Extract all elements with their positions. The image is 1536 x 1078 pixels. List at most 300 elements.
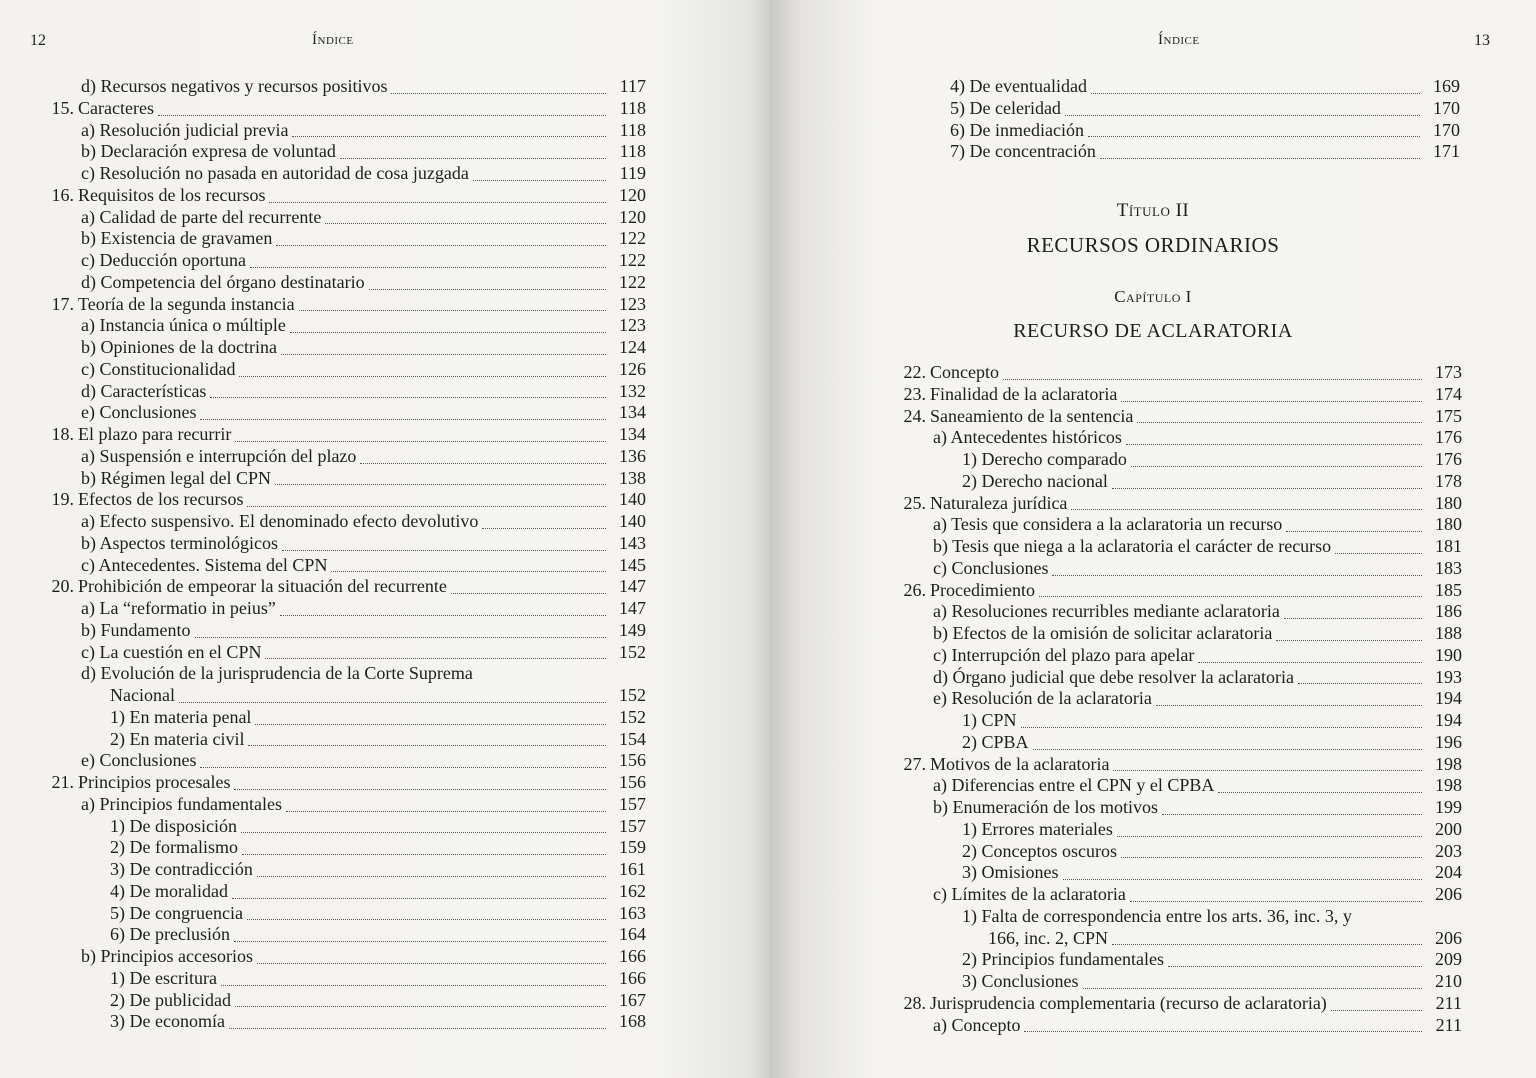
toc-list — [38, 76, 646, 1033]
dot-leader — [1039, 596, 1422, 597]
page-number: 12 — [30, 32, 46, 49]
toc-entry-page: 164 — [619, 924, 646, 945]
toc-entry-title: 166, inc. 2, CPN — [988, 927, 1109, 948]
dot-leader — [200, 767, 606, 768]
toc-entry — [890, 406, 1462, 428]
toc-entry-page: 170 — [1433, 119, 1460, 140]
toc-entry-title: a) Resoluciones recurribles mediante aclaratoria — [933, 601, 1280, 622]
toc-entry-title: d) Características — [81, 380, 207, 401]
dot-leader — [1021, 727, 1422, 728]
toc-entry — [950, 120, 1460, 142]
toc-entry — [38, 98, 646, 120]
toc-entry-page: 120 — [619, 206, 646, 227]
dot-leader — [234, 789, 606, 790]
toc-entry-title: Efectos de los recursos — [78, 489, 244, 510]
toc-entry-title: Saneamiento de la sentencia — [930, 405, 1134, 426]
toc-entry-page: 188 — [1435, 623, 1462, 643]
toc-entry-title: b) Existencia de gravamen — [81, 228, 273, 249]
toc-entry-page: 152 — [619, 685, 646, 705]
dot-leader — [242, 854, 606, 855]
toc-entry-title: d) Recursos negativos y recursos positivos — [81, 76, 388, 96]
toc-entry-title: c) Conclusiones — [933, 557, 1049, 578]
toc-entry-page: 203 — [1435, 840, 1462, 861]
toc-entry-page: 149 — [619, 619, 646, 640]
dot-leader — [247, 506, 606, 507]
toc-entry-title: e) Resolución de la aclaratoria — [933, 688, 1152, 709]
dot-leader — [248, 745, 606, 746]
toc-entry-title: c) Interrupción del plazo para apelar — [933, 644, 1195, 665]
toc-entry — [950, 98, 1460, 120]
toc-entry-number: 24. — [903, 405, 926, 426]
toc-entry — [38, 1011, 646, 1033]
dot-leader — [1130, 901, 1422, 902]
toc-entry-title: Procedimiento — [930, 579, 1035, 600]
toc-entry — [890, 841, 1462, 863]
toc-entry — [38, 794, 646, 816]
toc-entry-number: 19. — [51, 489, 74, 510]
toc-entry-number: 16. — [51, 184, 74, 205]
title-name: RECURSOS ORDINARIOS — [1026, 233, 1280, 257]
dot-leader — [210, 397, 606, 398]
toc-entry — [890, 645, 1462, 667]
toc-entry-page: 200 — [1435, 818, 1462, 839]
toc-entry-title: c) Límites de la aclaratoria — [933, 884, 1126, 904]
dot-leader — [1112, 488, 1422, 489]
dot-leader — [451, 593, 606, 594]
toc-entry — [38, 185, 646, 207]
toc-entry — [890, 906, 1462, 928]
toc-entry-title: 2) Principios fundamentales — [962, 949, 1164, 970]
toc-entry — [38, 489, 646, 511]
toc-entry — [890, 971, 1462, 993]
toc-entry — [890, 754, 1462, 776]
toc-entry — [38, 620, 646, 642]
toc-entry-page: 180 — [1435, 514, 1462, 535]
toc-entry-page: 196 — [1435, 731, 1462, 752]
toc-entry-title: c) Antecedentes. Sistema del CPN — [81, 554, 328, 575]
toc-entry-page: 167 — [619, 989, 646, 1010]
dot-leader — [1071, 509, 1422, 510]
toc-entry — [38, 359, 646, 381]
dot-leader — [232, 898, 606, 899]
dot-leader — [1121, 857, 1422, 858]
toc-entry-page: 159 — [619, 837, 646, 858]
toc-entry-title: 1) Derecho comparado — [962, 449, 1127, 469]
dot-leader — [229, 1028, 606, 1029]
toc-entry-page: 136 — [619, 445, 646, 466]
toc-entry-page: 119 — [619, 163, 646, 183]
toc-entry — [38, 729, 646, 751]
toc-entry-number: 18. — [51, 424, 74, 444]
toc-entry-title: d) Órgano judicial que debe resolver la aclaratoria — [933, 666, 1295, 687]
toc-entry-title: 7) De concentración — [950, 141, 1096, 162]
toc-entry-page: 124 — [619, 337, 646, 357]
dot-leader — [235, 1006, 606, 1007]
dot-leader — [1218, 792, 1422, 793]
toc-entry-page: 210 — [1435, 971, 1462, 991]
toc-entry — [890, 688, 1462, 710]
toc-entry-page: 166 — [619, 967, 646, 988]
toc-entry — [890, 514, 1462, 536]
toc-entry — [890, 384, 1462, 406]
toc-entry — [38, 76, 646, 98]
toc-entry-page: 126 — [619, 358, 646, 379]
toc-entry-number: 26. — [903, 579, 926, 600]
toc-entry-page: 120 — [619, 184, 646, 205]
toc-entry-number: 21. — [51, 772, 74, 792]
toc-entry-title: 6) De inmediación — [950, 119, 1084, 140]
toc-entry-title: Caracteres — [78, 97, 154, 118]
toc-entry-page: 132 — [619, 380, 646, 401]
toc-entry — [890, 732, 1462, 754]
toc-entry — [38, 555, 646, 577]
toc-entry-page: 123 — [619, 293, 646, 314]
toc-entry — [38, 207, 646, 229]
toc-entry — [890, 1015, 1462, 1037]
toc-entry-page: 156 — [619, 750, 646, 771]
toc-entry-page: 199 — [1435, 797, 1462, 817]
toc-entry — [38, 381, 646, 403]
toc-entry-page: 183 — [1435, 557, 1462, 578]
toc-entry — [38, 228, 646, 250]
toc-entry-title: a) Principios fundamentales — [81, 793, 282, 814]
dot-leader — [1276, 640, 1422, 641]
toc-entry-page: 138 — [619, 467, 646, 488]
dot-leader — [360, 463, 606, 464]
dot-leader — [200, 419, 606, 420]
toc-entry-page: 176 — [1435, 427, 1462, 448]
toc-entry-title: e) Conclusiones — [81, 402, 197, 423]
toc-entry-title: Concepto — [930, 362, 999, 382]
toc-entry-page: 211 — [1435, 1014, 1462, 1035]
toc-entry-title: 4) De moralidad — [110, 880, 228, 901]
toc-entry-title: 2) Derecho nacional — [962, 470, 1108, 491]
toc-entry — [38, 315, 646, 337]
toc-entry — [38, 511, 646, 533]
toc-entry-title: a) Resolución judicial previa — [81, 119, 289, 140]
toc-entry — [38, 402, 646, 424]
toc-entry — [38, 707, 646, 729]
toc-entry-title: 1) De disposición — [110, 815, 237, 836]
toc-entry-number: 25. — [903, 492, 926, 513]
toc-entry-page: 147 — [619, 598, 646, 618]
toc-entry-page: 168 — [619, 1011, 646, 1032]
dot-leader — [158, 115, 606, 116]
toc-entry-page: 152 — [619, 641, 646, 662]
toc-entry-page: 140 — [619, 511, 646, 531]
dot-leader — [292, 136, 606, 137]
toc-entry-title: b) Aspectos terminológicos — [81, 532, 278, 553]
toc-entry — [38, 685, 646, 707]
dot-leader — [179, 702, 606, 703]
dot-leader — [1131, 466, 1422, 467]
dot-leader — [290, 332, 606, 333]
dot-leader — [221, 985, 606, 986]
toc-entry-title: Prohibición de empeorar la situación del recurrente — [78, 576, 447, 597]
dot-leader — [1003, 379, 1422, 380]
toc-entry — [38, 750, 646, 772]
toc-entry — [38, 837, 646, 859]
dot-leader — [241, 832, 606, 833]
toc-entry — [38, 968, 646, 990]
dot-leader — [281, 354, 606, 355]
dot-leader — [1198, 662, 1422, 663]
toc-entry-title: 3) De economía — [110, 1011, 225, 1032]
toc-entry-page: 163 — [619, 902, 646, 923]
toc-entry — [38, 250, 646, 272]
toc-entry-title: 1) De escritura — [110, 967, 217, 988]
toc-entry-number: 17. — [51, 293, 74, 314]
toc-entry-page: 175 — [1435, 405, 1462, 426]
toc-entry-page: 157 — [619, 793, 646, 814]
toc-entry-title: Requisitos de los recursos — [78, 184, 266, 205]
toc-entry-page: 204 — [1435, 862, 1462, 883]
right-page — [770, 0, 1536, 1078]
toc-entry-title: 1) En materia penal — [110, 706, 252, 727]
toc-entry-title: a) Calidad de parte del recurrente — [81, 206, 322, 227]
toc-entry-page: 194 — [1435, 688, 1462, 709]
toc-entry-page: 180 — [1435, 492, 1462, 513]
toc-entry — [38, 468, 646, 490]
toc-entry — [38, 859, 646, 881]
toc-entry-page: 193 — [1435, 666, 1462, 687]
toc-entry-title: 4) De eventualidad — [950, 76, 1087, 96]
toc-entry-page: 122 — [619, 271, 646, 292]
page-number: 13 — [1474, 32, 1490, 49]
toc-entry-title: b) Enumeración de los motivos — [933, 797, 1158, 817]
dot-leader — [1126, 444, 1422, 445]
chapter-name: RECURSO DE ACLARATORIA — [1013, 320, 1293, 342]
toc-entry-title: b) Fundamento — [81, 619, 191, 640]
dot-leader — [1117, 836, 1422, 837]
running-header: Índice — [1158, 32, 1200, 48]
toc-entry-title: c) Constitucionalidad — [81, 358, 236, 379]
toc-entry-page: 190 — [1435, 644, 1462, 665]
toc-entry-title: Jurisprudencia complementaria (recurso de aclaratoria) — [930, 992, 1327, 1013]
dot-leader — [275, 484, 606, 485]
dot-leader — [257, 963, 606, 964]
toc-entry-title: 5) De congruencia — [110, 902, 243, 923]
toc-entry-title: b) Opiniones de la doctrina — [81, 337, 277, 357]
toc-entry-number: 23. — [903, 383, 926, 404]
toc-entry-page: 209 — [1435, 949, 1462, 970]
toc-entry — [890, 362, 1462, 384]
toc-entry — [890, 601, 1462, 623]
toc-entry — [38, 424, 646, 446]
toc-entry-number: 20. — [51, 576, 74, 597]
toc-entry-page: 117 — [619, 76, 646, 96]
dot-leader — [369, 289, 606, 290]
toc-list — [890, 362, 1462, 1036]
toc-entry-page: 122 — [619, 250, 646, 270]
dot-leader — [1065, 115, 1420, 116]
toc-entry-title: c) Resolución no pasada en autoridad de cosa juzgada — [81, 163, 469, 183]
toc-entry — [38, 533, 646, 555]
toc-entry-title: Teoría de la segunda instancia — [78, 293, 295, 314]
toc-entry-page: 206 — [1435, 884, 1462, 904]
toc-entry-page: 186 — [1435, 601, 1462, 622]
toc-entry-title: c) La cuestión en el CPN — [81, 641, 262, 662]
toc-entry — [890, 884, 1462, 906]
toc-entry — [890, 449, 1462, 471]
toc-entry-title: 2) De formalismo — [110, 837, 238, 858]
toc-entry-page: 152 — [619, 706, 646, 727]
toc-entry-number: 22. — [903, 362, 926, 382]
toc-entry — [890, 928, 1462, 950]
dot-leader — [1286, 531, 1422, 532]
toc-entry — [38, 120, 646, 142]
dot-leader — [1335, 553, 1422, 554]
dot-leader — [1137, 422, 1422, 423]
dot-leader — [1298, 683, 1422, 684]
dot-leader — [1156, 705, 1422, 706]
toc-entry-title: a) Suspensión e interrupción del plazo — [81, 445, 357, 466]
toc-entry-title: d) Evolución de la jurisprudencia de la Corte Suprema — [81, 663, 473, 684]
toc-entry-page: 173 — [1435, 362, 1462, 382]
toc-entry-title: b) Tesis que niega a la aclaratoria el carácter de recurso — [933, 536, 1332, 556]
toc-entry-page: 169 — [1433, 76, 1460, 96]
toc-entry-title: e) Conclusiones — [81, 750, 197, 771]
toc-entry-title: 5) De celeridad — [950, 97, 1061, 118]
toc-entry-page: 162 — [619, 880, 646, 901]
toc-entry-page: 174 — [1435, 383, 1462, 404]
toc-entry-page: 170 — [1433, 97, 1460, 118]
toc-entry — [890, 862, 1462, 884]
toc-entry — [890, 623, 1462, 645]
dot-leader — [1024, 1031, 1422, 1032]
toc-entry-title: 3) De contradicción — [110, 859, 253, 879]
toc-entry-page: 171 — [1433, 141, 1460, 162]
dot-leader — [282, 550, 606, 551]
toc-entry-title: Motivos de la aclaratoria — [930, 753, 1110, 774]
toc-entry — [890, 536, 1462, 558]
dot-leader — [235, 441, 606, 442]
dot-leader — [265, 658, 606, 659]
toc-entry-page: 185 — [1435, 579, 1462, 600]
toc-entry-title: b) Efectos de la omisión de solicitar aclaratoria — [933, 623, 1273, 643]
toc-entry — [890, 993, 1462, 1015]
toc-entry-page: 118 — [619, 97, 646, 118]
toc-entry-title: a) La “reformatio in peius” — [81, 598, 276, 618]
dot-leader — [331, 571, 606, 572]
toc-entry-page: 147 — [619, 576, 646, 597]
dot-leader — [1033, 749, 1422, 750]
dot-leader — [340, 158, 606, 159]
dot-leader — [269, 202, 606, 203]
toc-entry-page: 123 — [619, 315, 646, 336]
toc-entry-title: 1) Errores materiales — [962, 818, 1113, 839]
dot-leader — [1083, 988, 1423, 989]
toc-entry-title: Finalidad de la aclaratoria — [930, 383, 1118, 404]
toc-entry — [38, 294, 646, 316]
dot-leader — [473, 180, 606, 181]
toc-entry-page: 122 — [619, 228, 646, 249]
dot-leader — [1121, 401, 1422, 402]
toc-entry — [890, 471, 1462, 493]
toc-entry — [38, 576, 646, 598]
dot-leader — [250, 267, 606, 268]
toc-entry-page: 134 — [619, 402, 646, 423]
toc-entry-title: a) Antecedentes históricos — [933, 427, 1122, 448]
toc-entry — [890, 493, 1462, 515]
toc-entry-title: 1) CPN — [962, 710, 1017, 730]
toc-entry — [38, 903, 646, 925]
toc-entry-title: d) Competencia del órgano destinatario — [81, 271, 365, 292]
toc-entry-title: 3) Omisiones — [962, 862, 1059, 883]
toc-entry-page: 157 — [619, 815, 646, 836]
dot-leader — [1063, 879, 1423, 880]
toc-entry-page: 134 — [619, 424, 646, 444]
toc-entry — [38, 272, 646, 294]
dot-leader — [255, 724, 606, 725]
toc-entry-title: 6) De preclusión — [110, 924, 230, 945]
toc-entry — [890, 427, 1462, 449]
toc-entry — [38, 881, 646, 903]
toc-entry-title: Nacional — [110, 685, 175, 705]
dot-leader — [280, 615, 606, 616]
dot-leader — [1168, 966, 1422, 967]
toc-entry — [38, 946, 646, 968]
toc-entry-page: 154 — [619, 728, 646, 749]
toc-entry-title: 2) De publicidad — [110, 989, 231, 1010]
running-header: Índice — [312, 32, 354, 48]
dot-leader — [1331, 1010, 1422, 1011]
toc-entry-page: 206 — [1435, 927, 1462, 948]
toc-entry-page: 118 — [619, 119, 646, 140]
toc-entry-title: a) Diferencias entre el CPN y el CPBA — [933, 775, 1215, 796]
toc-entry-title: b) Principios accesorios — [81, 946, 253, 966]
toc-entry — [38, 337, 646, 359]
dot-leader — [391, 93, 606, 94]
dot-leader — [299, 310, 606, 311]
dot-leader — [234, 941, 606, 942]
dot-leader — [257, 876, 606, 877]
toc-entry-page: 156 — [619, 772, 646, 792]
toc-entry-title: a) Concepto — [933, 1014, 1021, 1035]
toc-entry — [38, 663, 646, 685]
toc-entry — [38, 141, 646, 163]
toc-entry-page: 176 — [1435, 449, 1462, 469]
dot-leader — [1088, 136, 1420, 137]
toc-entry-title: Principios procesales — [78, 772, 231, 792]
toc-entry — [890, 949, 1462, 971]
toc-entry — [890, 775, 1462, 797]
dot-leader — [239, 376, 606, 377]
dot-leader — [276, 245, 606, 246]
toc-entry-title: 2) En materia civil — [110, 728, 245, 749]
toc-entry-title: 1) Falta de correspondencia entre los arts. 36, inc. 3, y — [962, 905, 1352, 926]
dot-leader — [1284, 618, 1422, 619]
toc-entry-title: a) Efecto suspensivo. El denominado efecto devolutivo — [81, 511, 479, 531]
toc-entry-number: 27. — [903, 753, 926, 774]
dot-leader — [1091, 93, 1420, 94]
toc-entry — [38, 816, 646, 838]
toc-entry-page: 198 — [1435, 753, 1462, 774]
toc-entry-page: 166 — [619, 946, 646, 966]
toc-entry — [890, 667, 1462, 689]
dot-leader — [1112, 944, 1422, 945]
toc-entry-title: 3) Conclusiones — [962, 971, 1079, 991]
toc-entry-title: 2) CPBA — [962, 731, 1029, 752]
toc-entry-page: 161 — [619, 859, 646, 879]
toc-entry — [38, 598, 646, 620]
toc-entry — [38, 924, 646, 946]
toc-entry — [38, 772, 646, 794]
toc-entry — [38, 446, 646, 468]
dot-leader — [286, 811, 606, 812]
toc-entry-title: 2) Conceptos oscuros — [962, 840, 1117, 861]
toc-entry-title: El plazo para recurrir — [78, 424, 232, 444]
